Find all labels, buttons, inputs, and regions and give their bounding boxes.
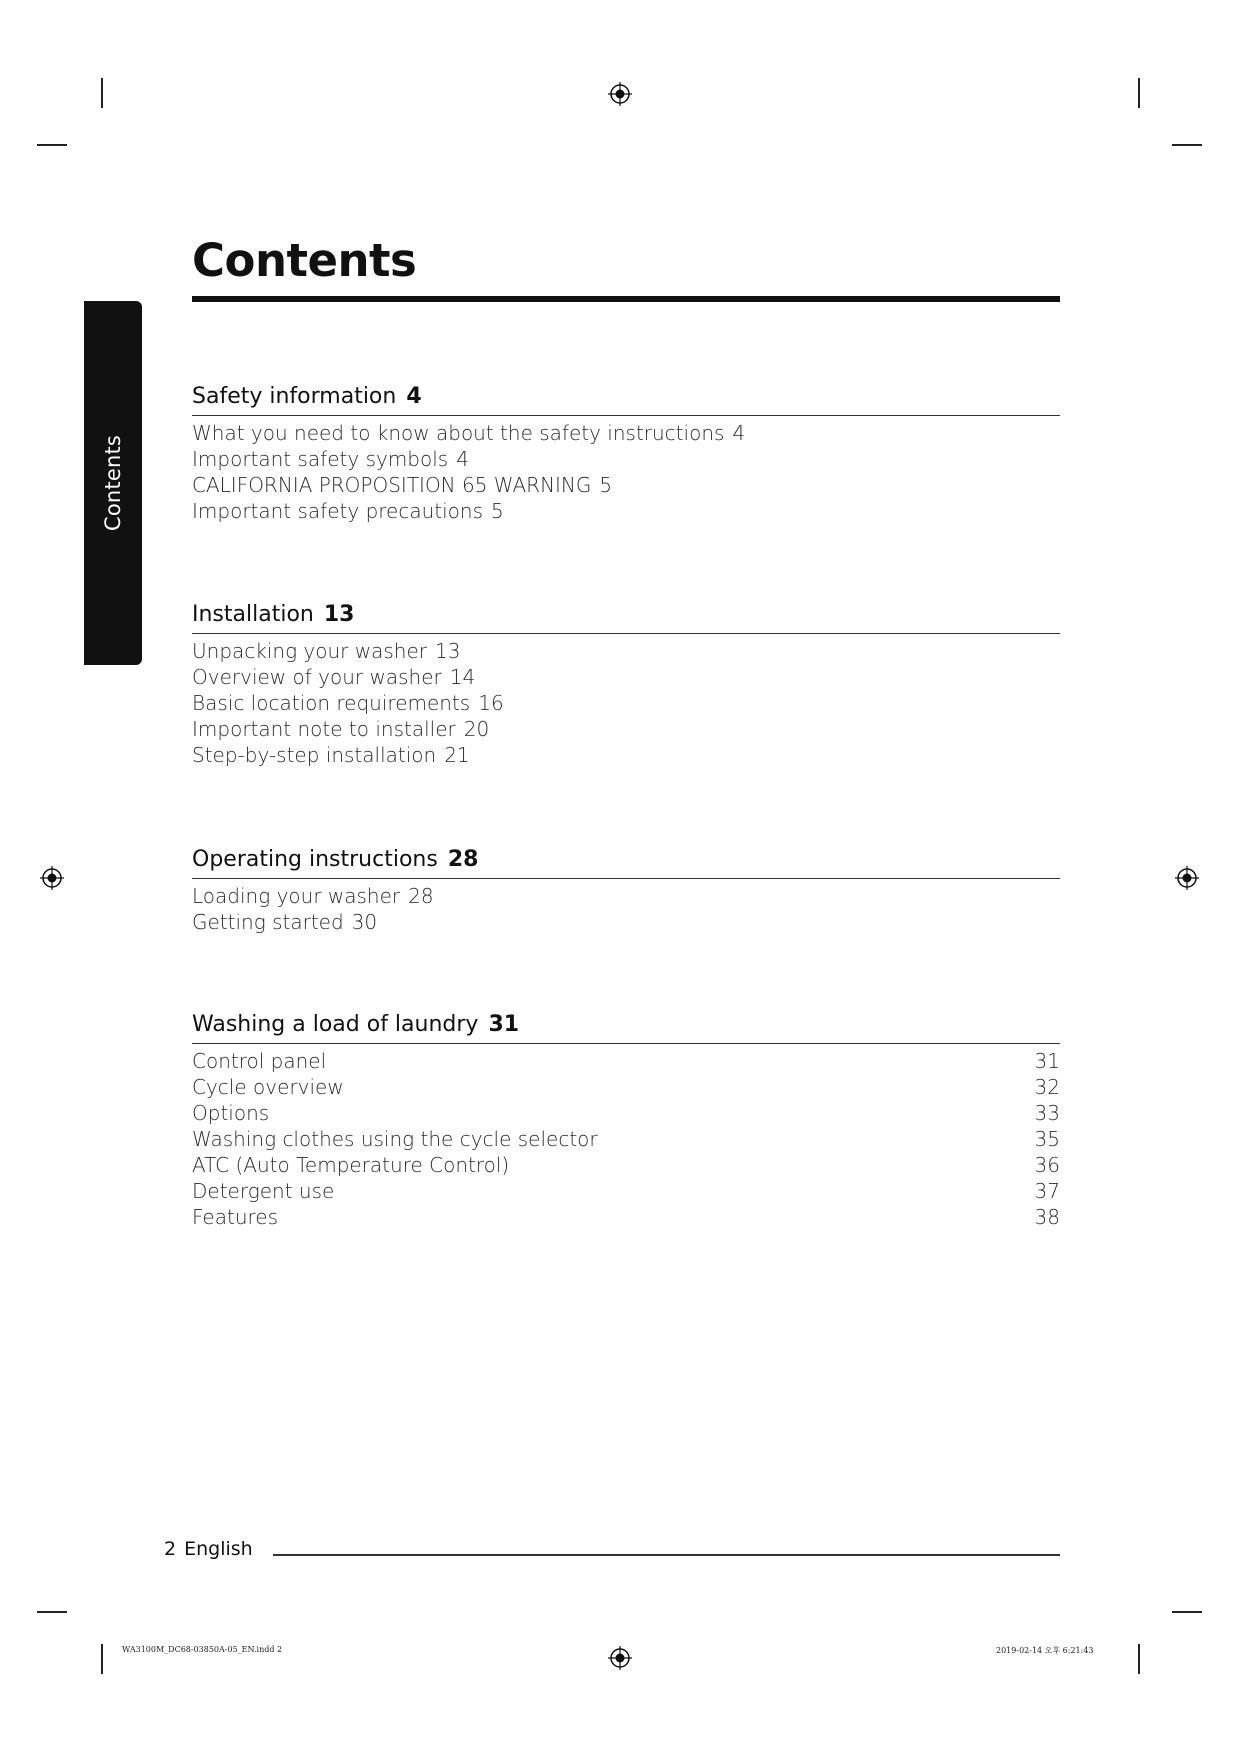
entry-label: Control panel xyxy=(192,1049,327,1073)
entry-label: Important safety precautions xyxy=(192,499,484,523)
registration-target-icon xyxy=(40,866,64,890)
entry-label: ATC (Auto Temperature Control) xyxy=(192,1153,510,1177)
entry-label: Features xyxy=(192,1205,278,1229)
registration-target-icon xyxy=(608,1646,632,1670)
toc-entry[interactable] xyxy=(192,1178,1060,1204)
entry-label: CALIFORNIA PROPOSITION 65 WARNING xyxy=(192,473,592,497)
section-heading[interactable] xyxy=(192,379,1060,416)
section-page: 4 xyxy=(406,384,422,409)
page-title: Contents xyxy=(192,234,417,287)
entry-page: 5 xyxy=(491,499,504,523)
toc-entry[interactable] xyxy=(192,1126,1060,1152)
entry-page: 4 xyxy=(456,447,469,471)
toc-entry[interactable] xyxy=(192,664,1060,690)
toc-entry[interactable] xyxy=(192,909,1060,935)
entry-page: 32 xyxy=(1034,1075,1060,1099)
registration-target-icon xyxy=(1175,866,1199,890)
toc-entry[interactable] xyxy=(192,472,1060,498)
toc-entry[interactable] xyxy=(192,1048,1060,1074)
entry-page: 16 xyxy=(478,691,504,715)
toc-entry[interactable] xyxy=(192,1204,1060,1230)
toc-section-safety-information xyxy=(192,379,1060,524)
entry-page: 31 xyxy=(1034,1049,1060,1073)
toc-entry[interactable] xyxy=(192,420,1060,446)
registration-target-icon xyxy=(608,82,632,106)
toc-entry[interactable] xyxy=(192,1100,1060,1126)
entry-page: 38 xyxy=(1034,1205,1060,1229)
crop-mark-top-left xyxy=(101,78,103,108)
side-tab[interactable] xyxy=(84,301,142,665)
crop-mark-top-left-h xyxy=(37,144,67,146)
section-title: Operating instructions xyxy=(192,847,438,872)
toc-entry[interactable] xyxy=(192,498,1060,524)
section-title: Safety information xyxy=(192,384,397,409)
toc-entry[interactable] xyxy=(192,883,1060,909)
entry-label: Cycle overview xyxy=(192,1075,344,1099)
section-page: 13 xyxy=(323,602,355,627)
crop-mark-top-right-h xyxy=(1172,144,1202,146)
entry-label: Important note to installer xyxy=(192,717,456,741)
entry-page: 35 xyxy=(1034,1127,1060,1151)
side-tab-label: Contents xyxy=(101,434,125,532)
section-heading[interactable] xyxy=(192,842,1060,879)
crop-mark-bottom-left xyxy=(101,1644,103,1674)
entry-label: Detergent use xyxy=(192,1179,335,1203)
entry-label: Basic location requirements xyxy=(192,691,471,715)
section-heading[interactable] xyxy=(192,597,1060,634)
entry-label: What you need to know about the safety instructions xyxy=(192,421,725,445)
entry-page: 37 xyxy=(1034,1179,1060,1203)
crop-mark-bottom-left-h xyxy=(37,1611,67,1613)
slug-datetime: 2019-02-14 오후 6:21:43 xyxy=(996,1646,1094,1655)
entry-label: Unpacking your washer xyxy=(192,639,427,663)
entry-page: 36 xyxy=(1034,1153,1060,1177)
footer-rule xyxy=(273,1554,1060,1556)
crop-mark-bottom-right-h xyxy=(1172,1611,1202,1613)
section-page: 28 xyxy=(447,847,479,872)
footer-page-number: 2 xyxy=(164,1538,177,1560)
footer-language: English xyxy=(184,1538,253,1560)
entry-label: Loading your washer xyxy=(192,884,401,908)
entry-label: Getting started xyxy=(192,910,344,934)
entry-page: 20 xyxy=(463,717,490,741)
entry-page: 28 xyxy=(408,884,434,908)
toc-entry[interactable] xyxy=(192,446,1060,472)
section-title: Washing a load of laundry xyxy=(192,1012,479,1037)
toc-entry[interactable] xyxy=(192,690,1060,716)
entry-page: 30 xyxy=(351,910,378,934)
toc-section-operating-instructions xyxy=(192,842,1060,935)
entry-page: 13 xyxy=(435,639,461,663)
entry-page: 21 xyxy=(444,743,470,767)
entry-label: Important safety symbols xyxy=(192,447,449,471)
entry-label: Step-by-step installation xyxy=(192,743,437,767)
section-page: 31 xyxy=(488,1012,520,1037)
entry-page: 5 xyxy=(599,473,613,497)
section-title: Installation xyxy=(192,602,314,627)
toc-entry[interactable] xyxy=(192,1074,1060,1100)
toc-entry[interactable] xyxy=(192,1152,1060,1178)
toc-section-washing-a-load xyxy=(192,1007,1060,1230)
toc-entry[interactable] xyxy=(192,742,1060,768)
entry-page: 14 xyxy=(449,665,476,689)
entry-label: Overview of your washer xyxy=(192,665,442,689)
title-rule xyxy=(192,296,1060,302)
entry-label: Washing clothes using the cycle selector xyxy=(192,1127,598,1151)
section-heading[interactable] xyxy=(192,1007,1060,1044)
entry-label: Options xyxy=(192,1101,270,1125)
entry-page: 33 xyxy=(1034,1101,1060,1125)
toc-entry[interactable] xyxy=(192,716,1060,742)
slug-filename: WA3100M_DC68-03850A-05_EN.indd 2 xyxy=(122,1645,283,1654)
crop-mark-top-right xyxy=(1138,78,1140,108)
footer-page-label xyxy=(164,1538,253,1560)
toc-entry[interactable] xyxy=(192,638,1060,664)
toc-section-installation xyxy=(192,597,1060,768)
crop-mark-bottom-right xyxy=(1138,1644,1140,1674)
entry-page: 4 xyxy=(732,421,746,445)
